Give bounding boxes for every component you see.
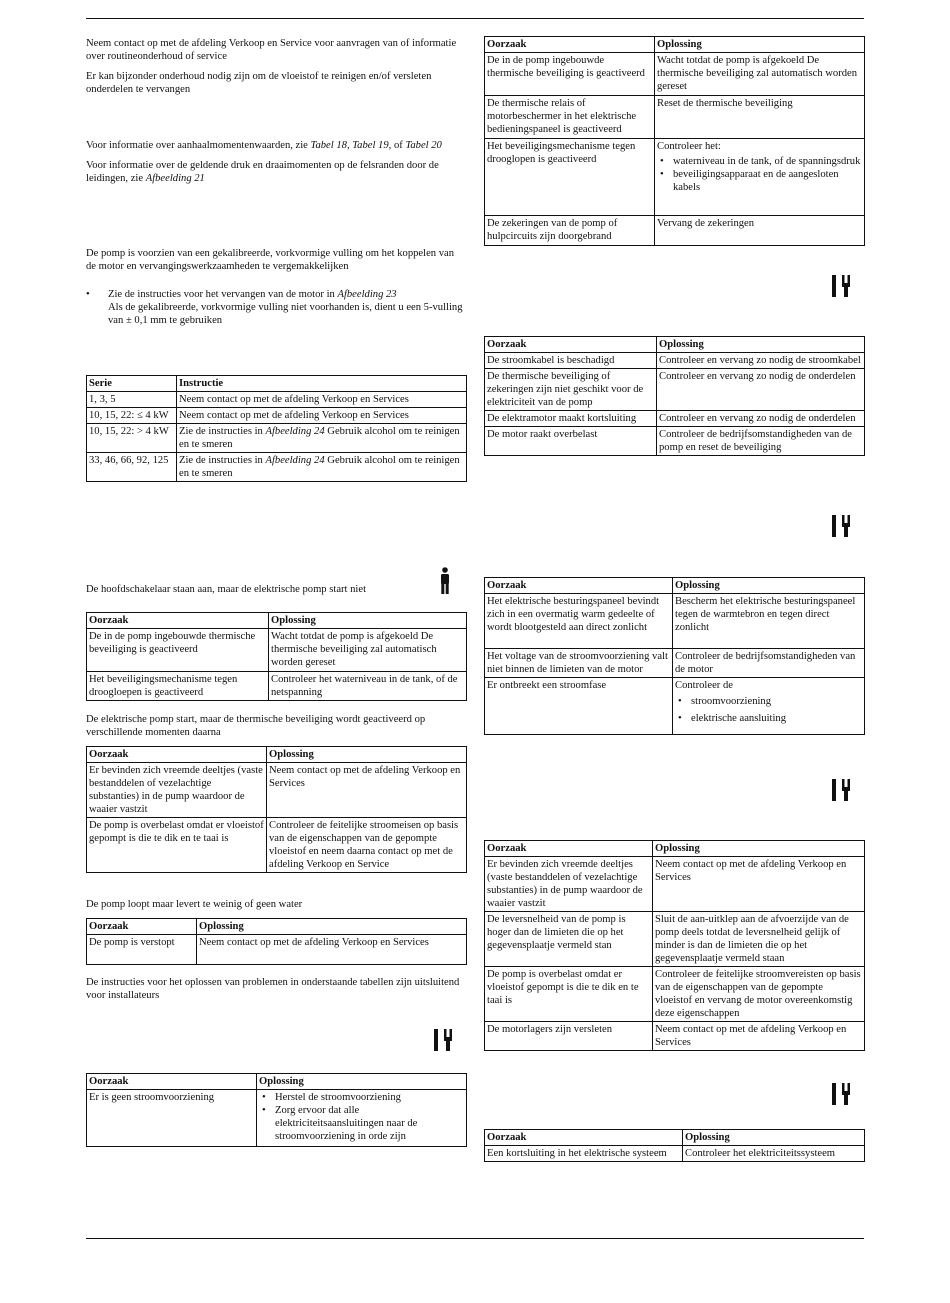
bottom-rule [86, 1238, 864, 1239]
table-row: De pomp is overbelast omdat er vloeistof gepompt is die te dik en te taai is Controleer de feitelijke stroomeisen op basis van de eigenschappen van de gepompte vloeistof en neem daarna contact op met de afdeling Verkoop en Service [87, 818, 467, 873]
list-item: • Herstel de stroomvoorziening [259, 1091, 464, 1104]
col-header-instructie: Instructie [177, 376, 467, 392]
tools-icon [830, 1082, 852, 1106]
right-table-5: Oorzaak Oplossing Een kortsluiting in het elektrische systeem Controleer het elektriciteitssysteem [484, 1129, 865, 1162]
tools-icon [432, 1028, 454, 1052]
right-table-3: Oorzaak Oplossing Het elektrische besturingspaneel bevindt zich in een overmatig warm gedeelte of wordt blootgesteld aan direct zonlicht Bescherm het elektrische besturingspaneel tegen de warmtebron en tegen direct zonlicht Het voltage van de stroomvoorziening valt niet binnen de limieten van de motor Controleer de bedrijfsomstandigheden van de motor Er ontbreekt een stroomfase Controleer de • stroomvoorziening • elektrische aansluiting [484, 577, 865, 735]
col-header-serie: Serie [87, 376, 177, 392]
table-row: Er bevinden zich vreemde deeltjes (vaste bestanddelen of vezelachtige substanties) in de pump waardoor de waaier vastzit Neem contact op met de afdeling Verkoop en Services [87, 763, 467, 818]
motor-bullet: • Zie de instructies voor het vervangen van de motor in Afbeelding 23 Als de gekalibreerde, vorkvormige vulling niet voorhanden is, dient u een 5-vulling van ± 0,1 mm te gebruiken [86, 289, 463, 327]
intro-service-contact [86, 37, 466, 96]
top-rule [86, 18, 864, 19]
table-row: De thermische beveiliging of zekeringen zijn niet geschikt voor de elektriciteit van de pomp Controleer en vervang zo nodig de onderdelen [485, 369, 865, 411]
list-item: • Zorg ervoor dat alle elektriciteitsaansluitingen naar de stroomvoorziening in orde zijn [259, 1104, 464, 1143]
table-row: De motorlagers zijn versleten Neem contact op met de afdeling Verkoop en Services [485, 1022, 865, 1051]
table-row: 10, 15, 22: ≤ 4 kW Neem contact op met de afdeling Verkoop en Services [87, 408, 467, 424]
service-paragraph: Neem contact op met de afdeling Verkoop en Service voor aanvragen van of informatie over routineonderhoud of service [86, 38, 457, 63]
torque-info [86, 139, 466, 185]
table-row: 1, 3, 5 Neem contact op met de afdeling Verkoop en Services [87, 392, 467, 408]
tools-icon [830, 274, 852, 298]
pressure-paragraph: Voor informatie over de geldende druk en draaimomenten op de felsranden door de leidingen, zie Afbeelding 21 [86, 160, 439, 185]
table-row: De pomp is verstopt Neem contact op met de afdeling Verkoop en Services [87, 935, 467, 965]
table-row: Er ontbreekt een stroomfase Controleer de • stroomvoorziening • elektrische aansluiting [485, 678, 865, 735]
table-row: De in de pomp ingebouwde thermische beveiliging is geactiveerd Wacht totdat de pomp is afgekoeld De thermische beveiliging zal automatisch worden gereset [485, 53, 865, 96]
table-row: Er bevinden zich vreemde deeltjes (vaste bestanddelen of vezelachtige substanties) in de pump waardoor de waaier vastzit Neem contact op met de afdeling Verkoop en Services [485, 857, 865, 912]
series-table [86, 375, 467, 482]
right-table-1: Oorzaak Oplossing De in de pomp ingebouwde thermische beveiliging is geactiveerd Wacht totdat de pomp is afgekoeld De thermische beveiliging zal automatisch worden gereset De thermische relais of motorbeschermer in het elektrische bedieningspaneel is geactiveerd Reset de thermische beveiliging Het beveiligingsmechanisme tegen drooglopen is geactiveerd Controleer het: • waterniveau in de tank, of de spanningsdruk • beveiligingsapparaat en de aangesloten kabels De zekeringen van de pomp of hulpcircuits zijn doorgebrand Vervang de zekeringen [484, 36, 865, 246]
left-table-1: Oorzaak Oplossing De in de pomp ingebouwde thermische beveiliging is geactiveerd Wacht totdat de pomp is afgekoeld De thermische beveiliging zal automatisch worden gereset Het beveiligingsmechanisme tegen droogloepen is geactiveerd Controleer het waterniveau in de tank, of de netspanning [86, 612, 467, 701]
table-row: De in de pomp ingebouwde thermische beveiliging is geactiveerd Wacht totdat de pomp is afgekoeld De thermische beveiliging zal automatisch worden gereset [87, 629, 467, 672]
low-flow-text: De pomp loopt maar levert te weinig of geen water [86, 899, 303, 910]
table-row: 10, 15, 22: > 4 kW Zie de instructies in Afbeelding 24 Gebruik alcohol om te reinigen en te smeren [87, 424, 467, 453]
table-row: Het voltage van de stroomvoorziening valt niet binnen de limieten van de motor Controleer de bedrijfsomstandigheden van de motor [485, 649, 865, 678]
table-row: Een kortsluiting in het elektrische systeem Controleer het elektriciteitssysteem [485, 1146, 865, 1162]
table-row: De zekeringen van de pomp of hulpcircuits zijn doorgebrand Vervang de zekeringen [485, 216, 865, 246]
table-row: Het beveiligingsmechanisme tegen drooglopen is geactiveerd Controleer het: • waterniveau in de tank, of de spanningsdruk • beveiligingsapparaat en de aangesloten kabels [485, 139, 865, 216]
shim-paragraph: De pomp is voorzien van een gekalibreerde, vorkvormige vulling om het koppelen van de motor en vervangingswerkzaamheden te vergemakkelijken [86, 248, 455, 273]
right-table-2: Oorzaak Oplossing De stroomkabel is beschadigd Controleer en vervang zo nodig de stroomkabel De thermische beveiliging of zekeringen zijn niet geschikt voor de elektriciteit van de pomp Controleer en vervang zo nodig de onderdelen De elektramotor maakt kortsluiting Controleer en vervang zo nodig de onderdelen De motor raakt overbelast Controleer de bedrijfsomstandigheden van de pomp en reset de beveiliging [484, 336, 865, 456]
list-item: • stroomvoorziening [675, 695, 862, 708]
installer-text: De instructies voor het oplossen van problemen in onderstaande tabellen zijn uitsluitend voor installateurs [86, 977, 460, 1002]
table-row: Het elektrische besturingspaneel bevindt zich in een overmatig warm gedeelte of wordt blootgesteld aan direct zonlicht Bescherm het elektrische besturingspaneel tegen de warmtebron en tegen direct zonlicht [485, 594, 865, 649]
table-row: Er is geen stroomvoorziening • Herstel de stroomvoorziening • Zorg ervoor dat alle elektriciteitsaansluitingen naar de stroomvoorziening in orde zijn [87, 1090, 467, 1147]
tools-icon [830, 778, 852, 802]
torque-paragraph: Voor informatie over aanhaalmomentenwaarden, zie Tabel 18, Tabel 19, of Tabel 20 [86, 140, 442, 151]
right-table-4: Oorzaak Oplossing Er bevinden zich vreemde deeltjes (vaste bestanddelen of vezelachtige substanties) in de pump waardoor de waaier vastzit Neem contact op met de afdeling Verkoop en Services De leversnelheid van de pomp is hoger dan de limieten die op het gegevensplaatje vermeld stan Sluit de aan-uitklep aan de afvoerzijde van de pomp deels totdat de leversnelheid gelijk of minder is dan de limieten die op het gegevensplaatje vermeld staan De pomp is overbelast omdat er vloeistof gepompt is die te dik en te taai is Controleer de feitelijke stroomvereisten op basis van de eigenschappen van de gepompte vloeistof en vervang de motor overeenkomstig deze eigenschappen De motorlagers zijn versleten Neem contact op met de afdeling Verkoop en Services [484, 840, 865, 1051]
list-item: • waterniveau in de tank, of de spanningsdruk [657, 155, 862, 168]
left-table-4: Oorzaak Oplossing Er is geen stroomvoorziening • Herstel de stroomvoorziening • Zorg ervoor dat alle elektriciteitsaansluitingen naar de stroomvoorziening in orde zijn [86, 1073, 467, 1147]
table-row: De elektramotor maakt kortsluiting Controleer en vervang zo nodig de onderdelen [485, 411, 865, 427]
tools-icon [830, 514, 852, 538]
shim-info [86, 247, 466, 327]
main-switch-text: De hoofdschakelaar staan aan, maar de elektrische pomp start niet [86, 584, 367, 595]
table-row: De stroomkabel is beschadigd Controleer en vervang zo nodig de stroomkabel [485, 353, 865, 369]
maintenance-paragraph: Er kan bijzonder onderhoud nodig zijn om de vloeistof te reinigen en/of versleten onderdelen te vervangen [86, 71, 432, 96]
table-row: 33, 46, 66, 92, 125 Zie de instructies in Afbeelding 24 Gebruik alcohol om te reinigen en te smeren [87, 453, 467, 482]
list-item: • beveiligingsapparaat en de aangesloten kabels [657, 168, 862, 194]
list-item: • elektrische aansluiting [675, 712, 862, 725]
table-row: De thermische relais of motorbeschermer in het elektrische bedieningspaneel is geactiveerd Reset de thermische beveiliging [485, 96, 865, 139]
table-row: De leversnelheid van de pomp is hoger dan de limieten die op het gegevensplaatje vermeld stan Sluit de aan-uitklep aan de afvoerzijde van de pomp deels totdat de leversnelheid gelijk of minder is dan de limieten die op het gegevensplaatje vermeld staan [485, 912, 865, 967]
person-icon [437, 567, 453, 595]
bullet-mark: • [86, 289, 90, 301]
table-row: Het beveiligingsmechanisme tegen droogloepen is geactiveerd Controleer het waterniveau in de tank, of de netspanning [87, 672, 467, 701]
left-table-3: Oorzaak Oplossing De pomp is verstopt Neem contact op met de afdeling Verkoop en Services [86, 918, 467, 965]
left-table-2: Oorzaak Oplossing Er bevinden zich vreemde deeltjes (vaste bestanddelen of vezelachtige substanties) in de pump waardoor de waaier vastzit Neem contact op met de afdeling Verkoop en Services De pomp is overbelast omdat er vloeistof gepompt is die te dik en te taai is Controleer de feitelijke stroomeisen op basis van de eigenschappen van de gepompte vloeistof en neem daarna contact op met de afdeling Verkoop en Service [86, 746, 467, 873]
table-row: De pomp is overbelast omdat er vloeistof gepompt is die te dik en te taai is Controleer de feitelijke stroomvereisten op basis van de eigenschappen van de gepompte vloeistof en vervang de motor overeenkomstig deze eigenschappen [485, 967, 865, 1022]
thermal-text: De elektrische pomp start, maar de thermische beveiliging wordt geactiveerd op verschillende momenten daarna [86, 714, 426, 739]
table-row: De motor raakt overbelast Controleer de bedrijfsomstandigheden van de pomp en reset de beveiliging [485, 427, 865, 456]
